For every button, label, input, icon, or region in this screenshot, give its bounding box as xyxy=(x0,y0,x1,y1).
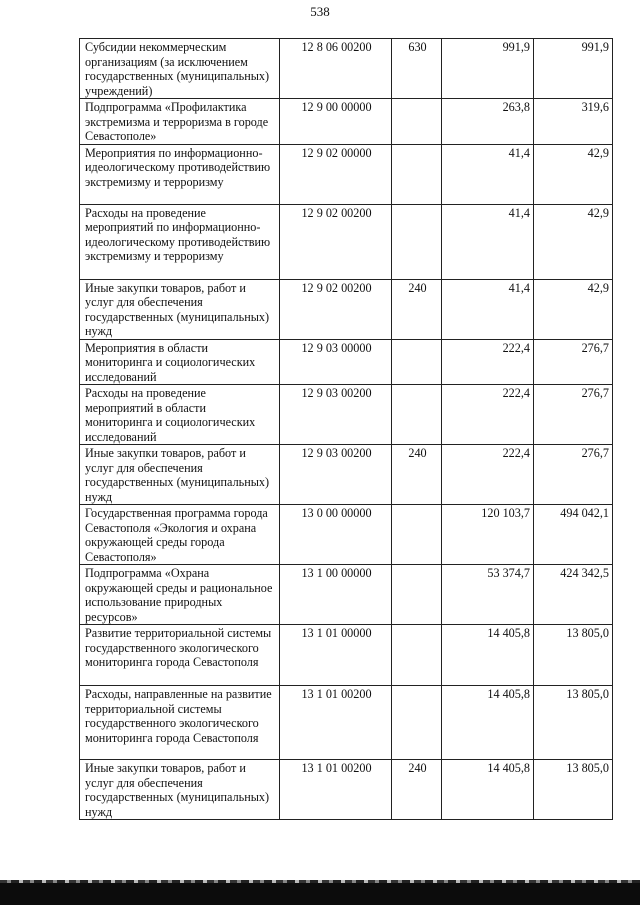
row-code-cell: 13 1 00 00000 xyxy=(280,565,392,625)
table-row xyxy=(80,279,613,339)
row-expense-type-cell: 240 xyxy=(392,445,442,505)
row-expense-type-cell: 240 xyxy=(392,279,442,339)
row-amount-year1-cell: 53 374,7 xyxy=(442,565,534,625)
row-code-cell: 12 9 02 00200 xyxy=(280,204,392,279)
row-expense-type-cell: 240 xyxy=(392,760,442,820)
row-amount-year1-cell: 41,4 xyxy=(442,144,534,204)
row-amount-year1-cell: 120 103,7 xyxy=(442,505,534,565)
table-row xyxy=(80,505,613,565)
table-row xyxy=(80,760,613,820)
row-amount-year2-cell: 276,7 xyxy=(534,445,613,505)
row-amount-year2-cell: 276,7 xyxy=(534,339,613,385)
row-code-cell: 12 9 03 00000 xyxy=(280,339,392,385)
row-amount-year2-cell: 424 342,5 xyxy=(534,565,613,625)
budget-table-body xyxy=(80,39,613,820)
row-amount-year2-cell: 13 805,0 xyxy=(534,686,613,760)
row-name-cell: Подпрограмма «Охрана окружающей среды и рациональное использование природных ресурсов» xyxy=(80,565,280,625)
row-code-cell: 13 1 01 00200 xyxy=(280,760,392,820)
row-name-cell: Подпрограмма «Профилактика экстремизма и терроризма в городе Севастополе» xyxy=(80,99,280,145)
row-amount-year1-cell: 14 405,8 xyxy=(442,760,534,820)
row-expense-type-cell xyxy=(392,565,442,625)
table-row xyxy=(80,565,613,625)
table-row xyxy=(80,39,613,99)
row-amount-year2-cell: 42,9 xyxy=(534,204,613,279)
page-number: 538 xyxy=(310,4,330,19)
row-expense-type-cell xyxy=(392,204,442,279)
row-amount-year2-cell: 13 805,0 xyxy=(534,760,613,820)
row-expense-type-cell: 630 xyxy=(392,39,442,99)
row-code-cell: 12 8 06 00200 xyxy=(280,39,392,99)
row-name-cell: Расходы на проведение мероприятий в области мониторинга и социологических исследований xyxy=(80,385,280,445)
row-expense-type-cell xyxy=(392,625,442,686)
row-amount-year2-cell: 319,6 xyxy=(534,99,613,145)
row-code-cell: 12 9 02 00000 xyxy=(280,144,392,204)
row-amount-year2-cell: 42,9 xyxy=(534,144,613,204)
row-name-cell: Иные закупки товаров, работ и услуг для обеспечения государственных (муниципальных) нужд xyxy=(80,760,280,820)
row-code-cell: 12 9 02 00200 xyxy=(280,279,392,339)
row-amount-year2-cell: 991,9 xyxy=(534,39,613,99)
row-expense-type-cell xyxy=(392,339,442,385)
table-row xyxy=(80,385,613,445)
row-name-cell: Расходы, направленные на развитие территориальной системы государственного экологического мониторинга города Севастополя xyxy=(80,686,280,760)
row-code-cell: 12 9 03 00200 xyxy=(280,385,392,445)
row-expense-type-cell xyxy=(392,99,442,145)
row-amount-year1-cell: 14 405,8 xyxy=(442,625,534,686)
row-amount-year1-cell: 14 405,8 xyxy=(442,686,534,760)
row-amount-year1-cell: 991,9 xyxy=(442,39,534,99)
table-row xyxy=(80,445,613,505)
row-name-cell: Государственная программа города Севастополя «Экология и охрана окружающей среды города Севастополя» xyxy=(80,505,280,565)
table-row xyxy=(80,686,613,760)
table-row xyxy=(80,625,613,686)
row-expense-type-cell xyxy=(392,505,442,565)
row-amount-year2-cell: 42,9 xyxy=(534,279,613,339)
row-amount-year2-cell: 276,7 xyxy=(534,385,613,445)
row-expense-type-cell xyxy=(392,385,442,445)
row-amount-year1-cell: 222,4 xyxy=(442,445,534,505)
scan-bottom-bar xyxy=(0,883,640,905)
row-name-cell: Иные закупки товаров, работ и услуг для обеспечения государственных (муниципальных) нужд xyxy=(80,445,280,505)
row-name-cell: Мероприятия в области мониторинга и социологических исследований xyxy=(80,339,280,385)
row-amount-year2-cell: 13 805,0 xyxy=(534,625,613,686)
row-amount-year2-cell: 494 042,1 xyxy=(534,505,613,565)
row-code-cell: 12 9 03 00200 xyxy=(280,445,392,505)
table-row xyxy=(80,99,613,145)
row-name-cell: Расходы на проведение мероприятий по информационно-идеологическому противодействию экстремизму и терроризму xyxy=(80,204,280,279)
table-row xyxy=(80,144,613,204)
row-code-cell: 12 9 00 00000 xyxy=(280,99,392,145)
budget-table xyxy=(79,38,613,820)
row-amount-year1-cell: 41,4 xyxy=(442,279,534,339)
row-expense-type-cell xyxy=(392,144,442,204)
row-code-cell: 13 1 01 00200 xyxy=(280,686,392,760)
row-name-cell: Иные закупки товаров, работ и услуг для обеспечения государственных (муниципальных) нужд xyxy=(80,279,280,339)
table-row xyxy=(80,339,613,385)
row-name-cell: Развитие территориальной системы государственного экологического мониторинга города Севастополя xyxy=(80,625,280,686)
table-row xyxy=(80,204,613,279)
row-name-cell: Субсидии некоммерческим организациям (за исключением государственных (муниципальных) учреждений) xyxy=(80,39,280,99)
row-code-cell: 13 0 00 00000 xyxy=(280,505,392,565)
row-amount-year1-cell: 222,4 xyxy=(442,339,534,385)
row-amount-year1-cell: 263,8 xyxy=(442,99,534,145)
row-expense-type-cell xyxy=(392,686,442,760)
row-code-cell: 13 1 01 00000 xyxy=(280,625,392,686)
row-amount-year1-cell: 222,4 xyxy=(442,385,534,445)
row-amount-year1-cell: 41,4 xyxy=(442,204,534,279)
row-name-cell: Мероприятия по информационно-идеологическому противодействию экстремизму и терроризму xyxy=(80,144,280,204)
